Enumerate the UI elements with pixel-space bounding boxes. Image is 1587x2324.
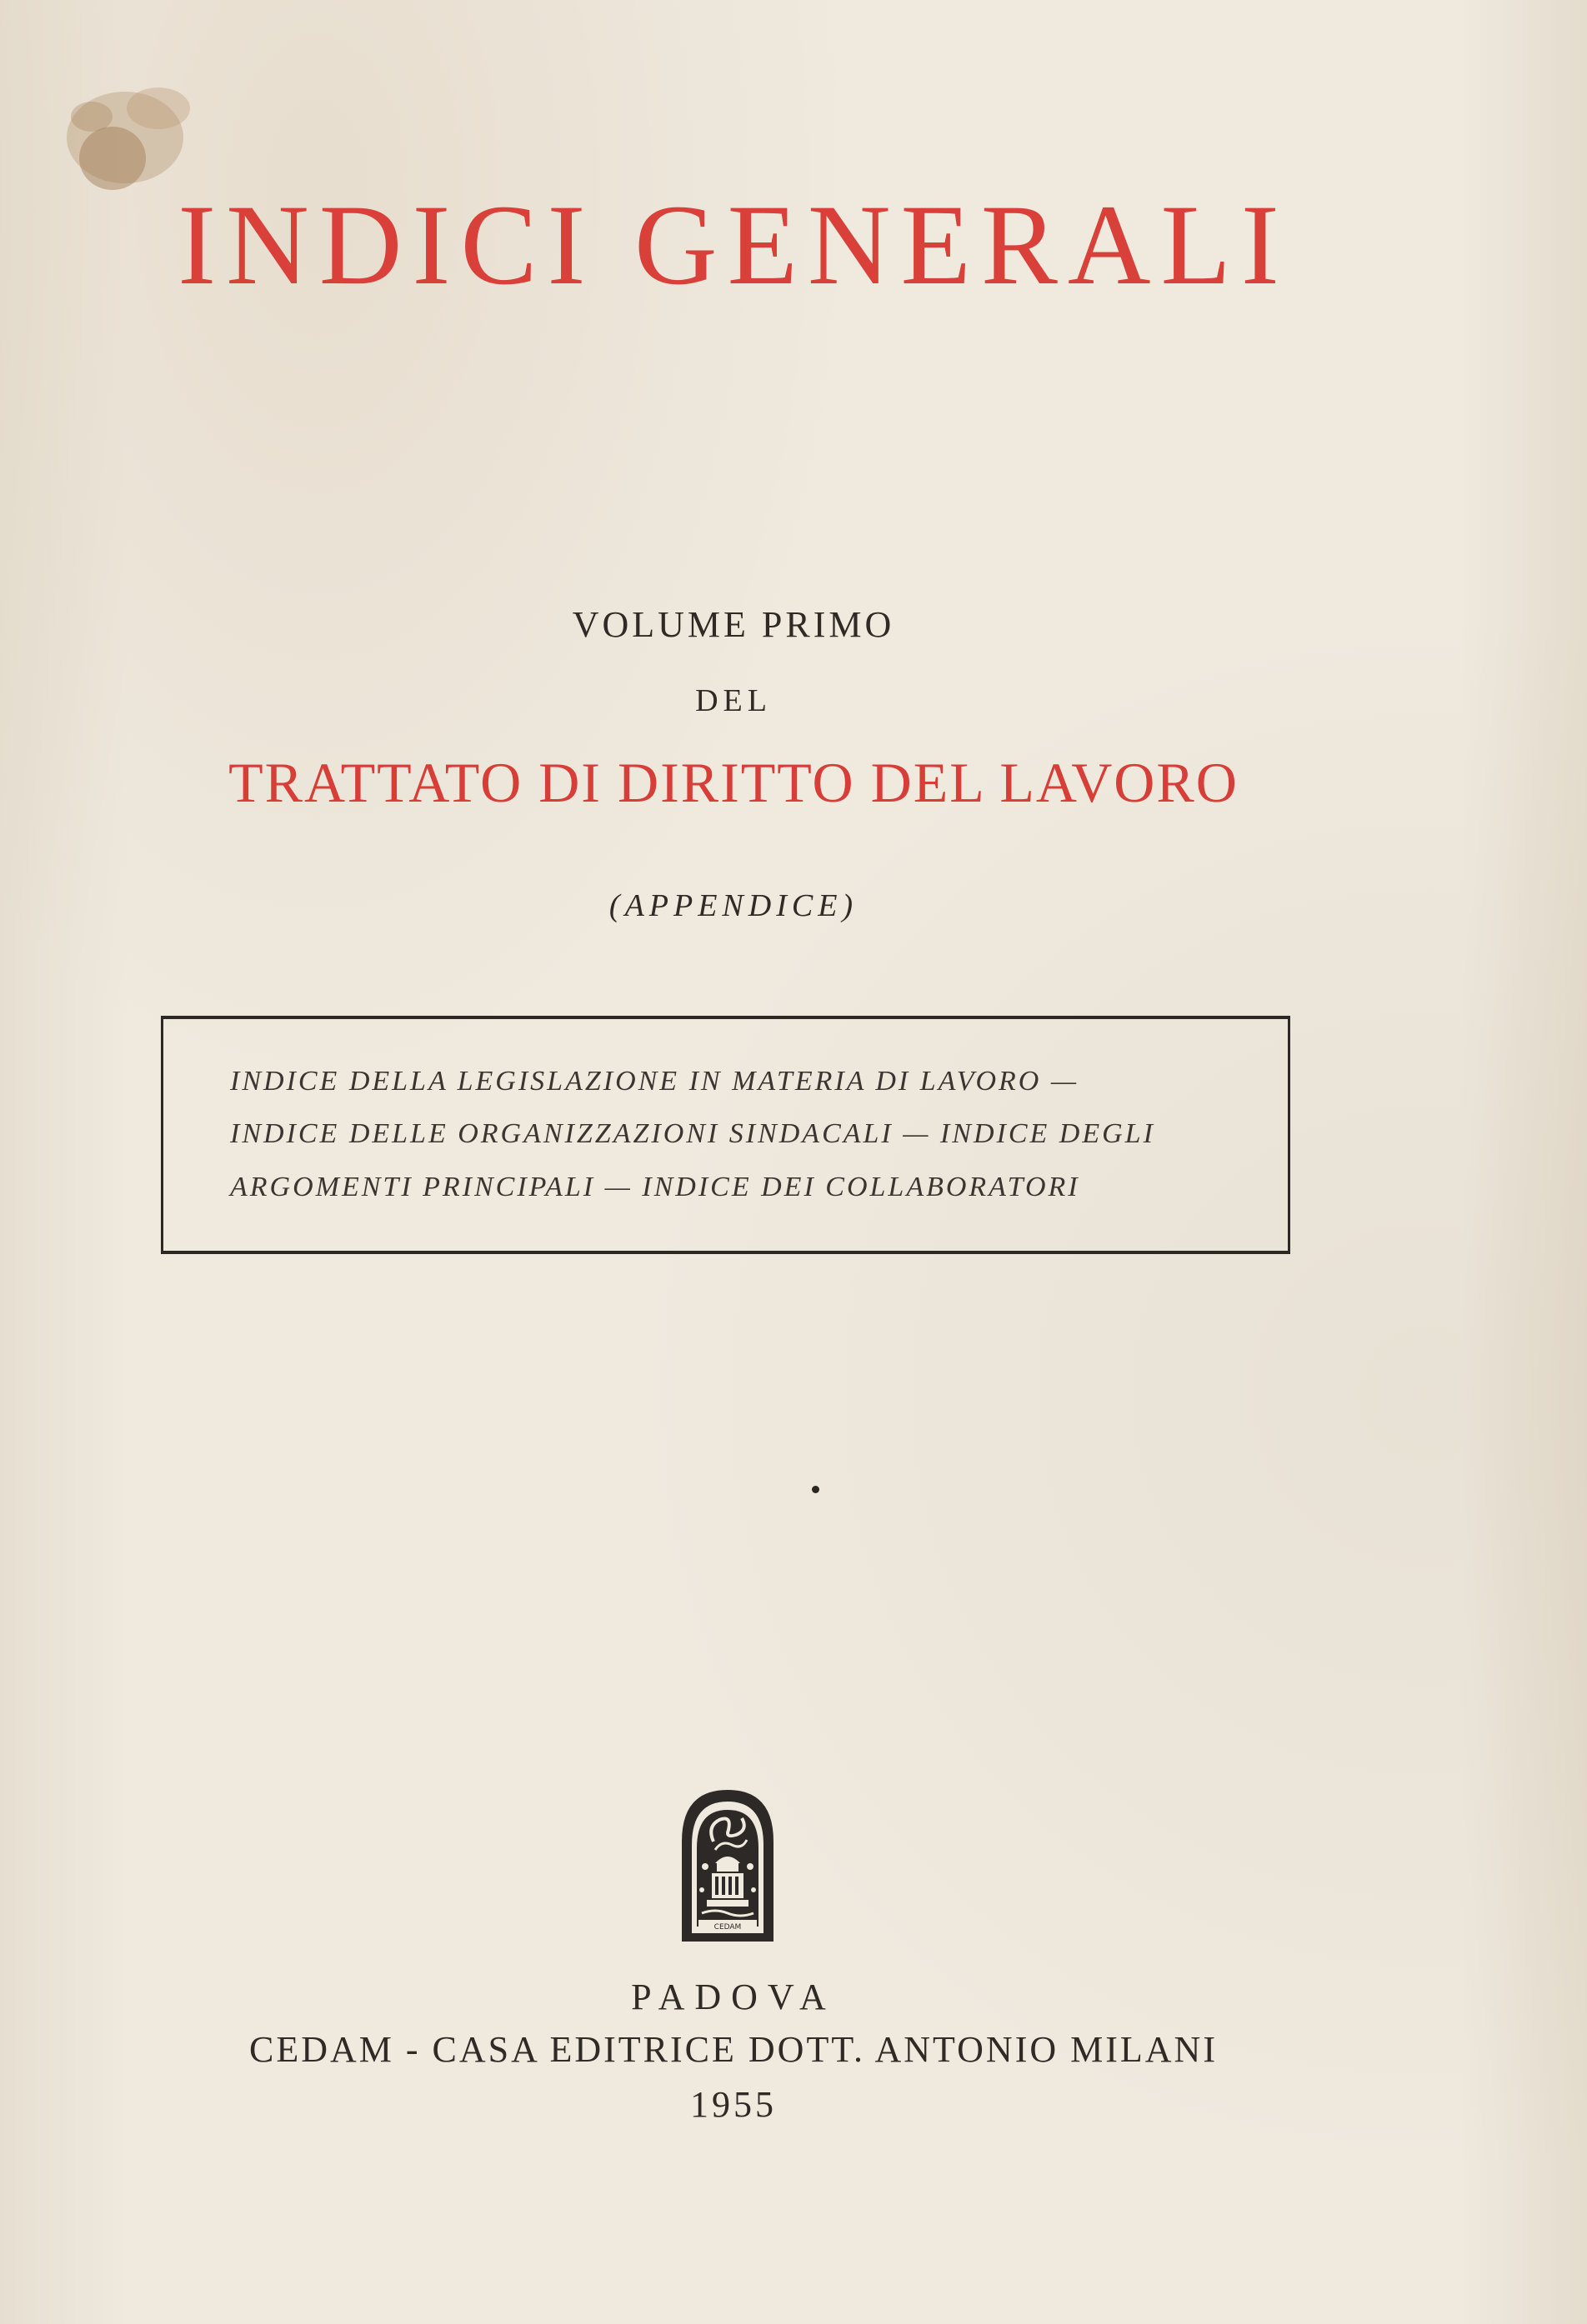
contents-line: ARGOMENTI PRINCIPALI — INDICE DEI COLLABORATORI (230, 1172, 1080, 1202)
imprint-publisher: CEDAM - CASA EDITRICE DOTT. ANTONIO MILANI (249, 2029, 1218, 2070)
main-title: INDICI GENERALI (178, 181, 1289, 308)
imprint-year: 1955 (690, 2084, 777, 2125)
contents-line: INDICE DELLE ORGANIZZAZIONI SINDACALI — INDICE DEGLI (230, 1118, 1155, 1149)
imprint-place: PADOVA (631, 1977, 836, 2017)
contents-box (161, 1016, 1290, 1254)
ink-dot (812, 1486, 819, 1493)
treatise-title: TRATTATO DI DIRITTO DEL LAVORO (228, 751, 1239, 814)
connector-text: DEL (695, 683, 772, 718)
mark-caption: CEDAM (713, 1923, 742, 1932)
volume-label: VOLUME PRIMO (572, 604, 895, 645)
appendix-label: (APPENDICE) (608, 888, 859, 923)
contents-line: INDICE DELLA LEGISLAZIONE IN MATERIA DI LAVORO — (230, 1066, 1079, 1097)
cedam-printer-mark-icon (673, 1783, 782, 1947)
